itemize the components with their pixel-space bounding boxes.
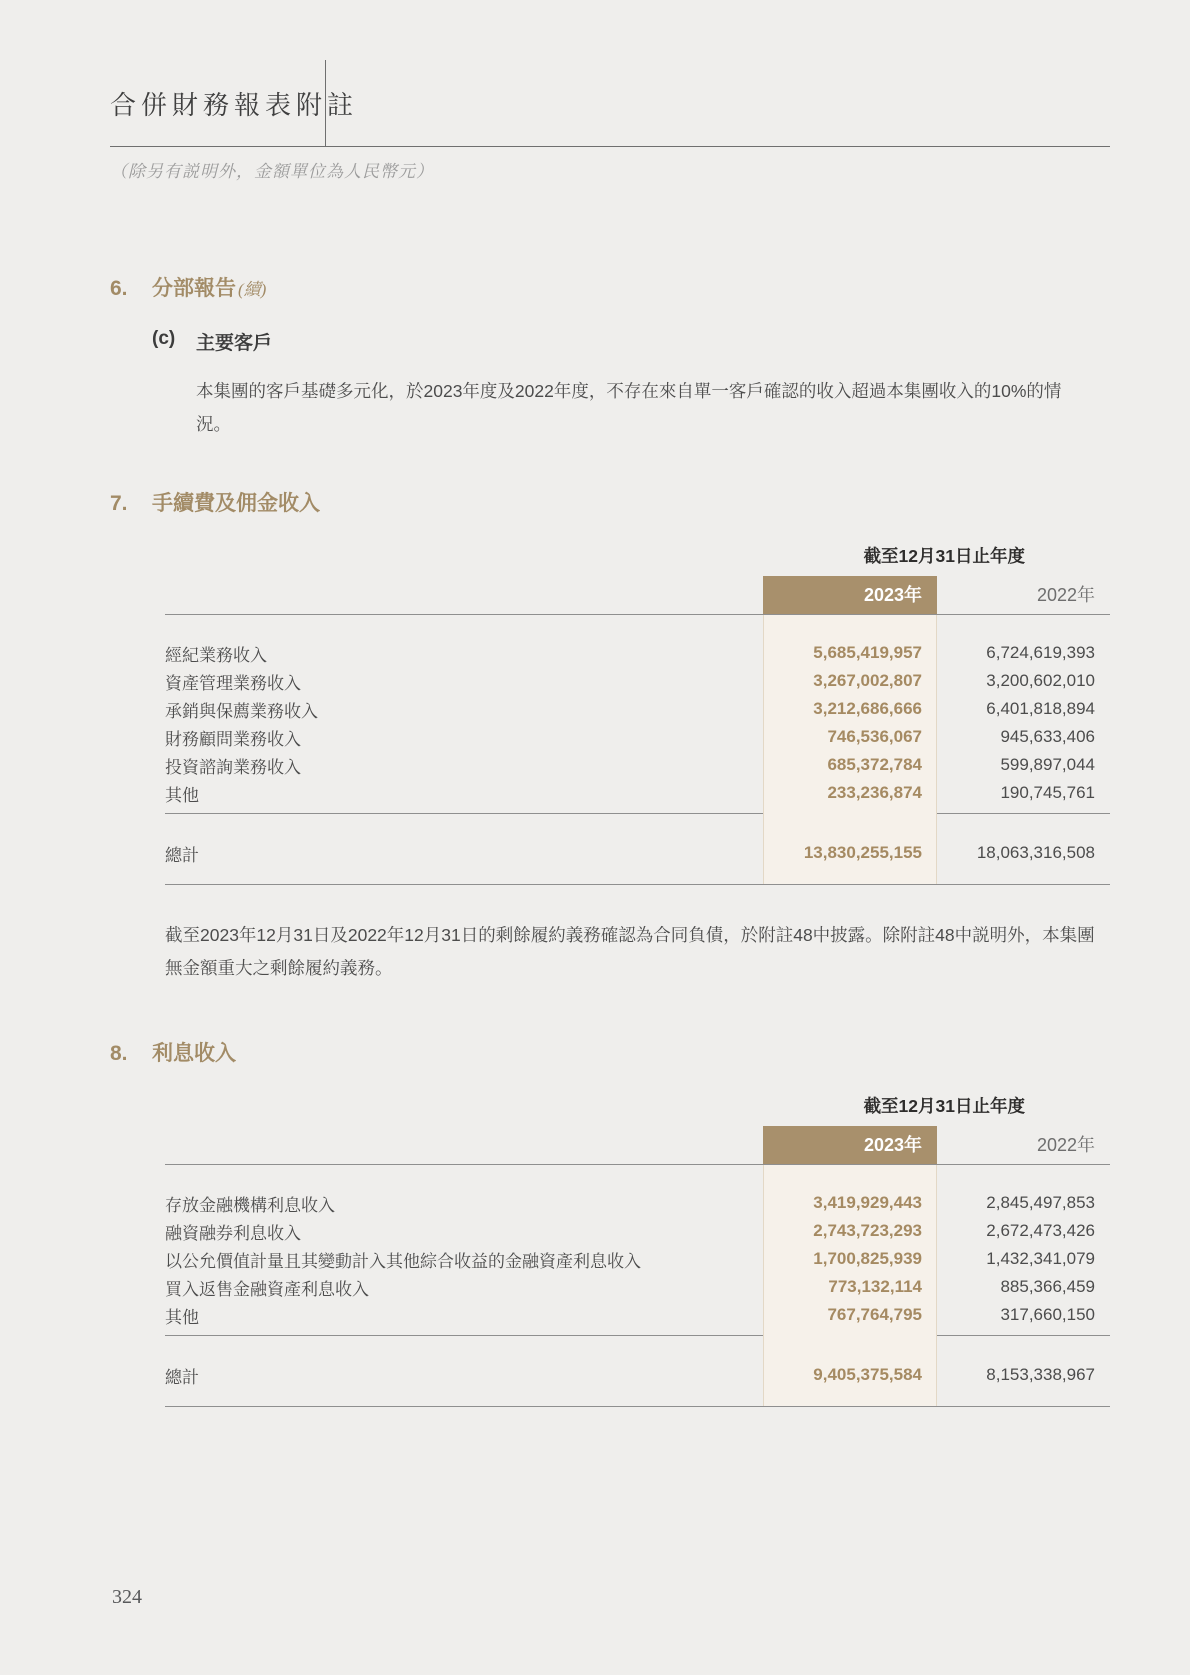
row-label: 買入返售金融資產利息收入: [165, 1279, 369, 1299]
subsection-c-paragraph: 本集團的客戶基礎多元化，於2023年度及2022年度，不存在來自單一客戶確認的收入超過本集團收入的10%的情況。: [196, 381, 1062, 434]
table7-total-row: [165, 836, 1110, 870]
page-content: [0, 60, 1190, 1407]
page-number: 324: [112, 1586, 142, 1608]
total-value-2023: 9,405,375,584: [813, 1365, 922, 1384]
table-row: [165, 1217, 1110, 1245]
table8-total-row: [165, 1358, 1110, 1392]
section-7-title: 手續費及佣金收入: [152, 492, 320, 515]
row-value-2022: 1,432,341,079: [986, 1249, 1095, 1268]
subsection-c-label: (c): [152, 328, 176, 349]
row-value-2022: 6,401,818,894: [986, 699, 1095, 718]
section-7-note-paragraph: 截至2023年12月31日及2022年12月31日的剩餘履約義務確認為合同負債，於附註48中披露。除附註48中説明外，本集團無金額重大之剩餘履約義務。: [165, 925, 1095, 978]
section-6-number: 6.: [110, 277, 128, 300]
total-label: 總計: [165, 845, 199, 865]
section-6-title: 分部報告: [152, 277, 236, 300]
table-row: [165, 779, 1110, 807]
section-6-heading: [110, 272, 1110, 302]
table7-bottom-rule: [165, 884, 1110, 885]
table7-col-2023-header: 2023年: [763, 576, 937, 614]
table-row: [165, 723, 1110, 751]
row-label: 承銷與保薦業務收入: [165, 701, 318, 721]
row-value-2023: 5,685,419,957: [813, 643, 922, 662]
document-title: 合併財務報表附註: [110, 90, 359, 120]
row-value-2023: 1,700,825,939: [813, 1249, 922, 1268]
row-value-2023: 3,419,929,443: [813, 1193, 922, 1212]
table-row: [165, 1301, 1110, 1329]
row-label: 財務顧問業務收入: [165, 729, 301, 749]
row-value-2022: 3,200,602,010: [986, 671, 1095, 690]
row-value-2023: 767,764,795: [827, 1305, 922, 1324]
section-8-number: 8.: [110, 1042, 128, 1065]
total-label: 總計: [165, 1367, 199, 1387]
table-row: [165, 639, 1110, 667]
row-value-2023: 2,743,723,293: [813, 1221, 922, 1240]
total-value-2022: 8,153,338,967: [986, 1365, 1095, 1384]
table8-body: [165, 1165, 1110, 1406]
row-value-2023: 773,132,114: [828, 1277, 922, 1296]
subsection-c-title: 主要客戶: [196, 333, 273, 354]
section-6-continued-label: (續): [238, 280, 267, 299]
row-label: 經紀業務收入: [165, 645, 267, 665]
interest-income-table: [165, 1093, 1110, 1407]
table-row: [165, 695, 1110, 723]
table8-bottom-rule: [165, 1406, 1110, 1407]
table-row: [165, 1273, 1110, 1301]
table-row: [165, 1189, 1110, 1217]
document-subtitle: （除另有説明外，金額單位為人民幣元）: [110, 162, 434, 181]
section-8-title: 利息收入: [152, 1042, 236, 1065]
table7-period-header: 截至12月31日止年度: [863, 546, 1025, 566]
row-label: 資產管理業務收入: [165, 673, 301, 693]
subsection-c-heading: [152, 328, 1110, 355]
table7-col-2022-header: 2022年: [1036, 585, 1095, 605]
table-row: [165, 751, 1110, 779]
table7-column-headers: [165, 576, 1110, 614]
row-label: 融資融券利息收入: [165, 1223, 301, 1243]
row-value-2022: 190,745,761: [1000, 783, 1095, 802]
total-value-2022: 18,063,316,508: [976, 843, 1095, 862]
document-title-cell: [110, 60, 359, 146]
row-label: 其他: [165, 1307, 199, 1327]
row-value-2023: 233,236,874: [827, 783, 922, 802]
section-8-heading: [110, 1037, 1110, 1067]
table8-col-2023-header: 2023年: [763, 1126, 937, 1164]
row-value-2023: 685,372,784: [827, 755, 922, 774]
table-row: [165, 1245, 1110, 1273]
row-label: 其他: [165, 785, 199, 805]
row-value-2022: 6,724,619,393: [986, 643, 1095, 662]
section-7-heading: [110, 487, 1110, 517]
row-value-2022: 2,672,473,426: [986, 1221, 1095, 1240]
row-value-2023: 3,212,686,666: [813, 699, 922, 718]
table8-period-header: 截至12月31日止年度: [863, 1096, 1025, 1116]
row-value-2023: 3,267,002,807: [813, 671, 922, 690]
row-label: 投資諮詢業務收入: [165, 757, 301, 777]
table8-column-headers: [165, 1126, 1110, 1164]
document-header: [110, 60, 1110, 147]
row-value-2022: 885,366,459: [1000, 1277, 1095, 1296]
row-value-2022: 599,897,044: [1000, 755, 1095, 774]
table-row: [165, 667, 1110, 695]
table7-body: [165, 615, 1110, 884]
total-value-2023: 13,830,255,155: [803, 843, 922, 862]
row-label: 存放金融機構利息收入: [165, 1195, 335, 1215]
fee-commission-income-table: [165, 543, 1110, 885]
section-7-number: 7.: [110, 492, 128, 515]
row-value-2022: 317,660,150: [1000, 1305, 1095, 1324]
row-value-2023: 746,536,067: [827, 727, 922, 746]
row-value-2022: 2,845,497,853: [986, 1193, 1095, 1212]
table8-col-2022-header: 2022年: [1036, 1135, 1095, 1155]
row-label: 以公允價值計量且其變動計入其他綜合收益的金融資產利息收入: [165, 1251, 641, 1271]
row-value-2022: 945,633,406: [1000, 727, 1095, 746]
